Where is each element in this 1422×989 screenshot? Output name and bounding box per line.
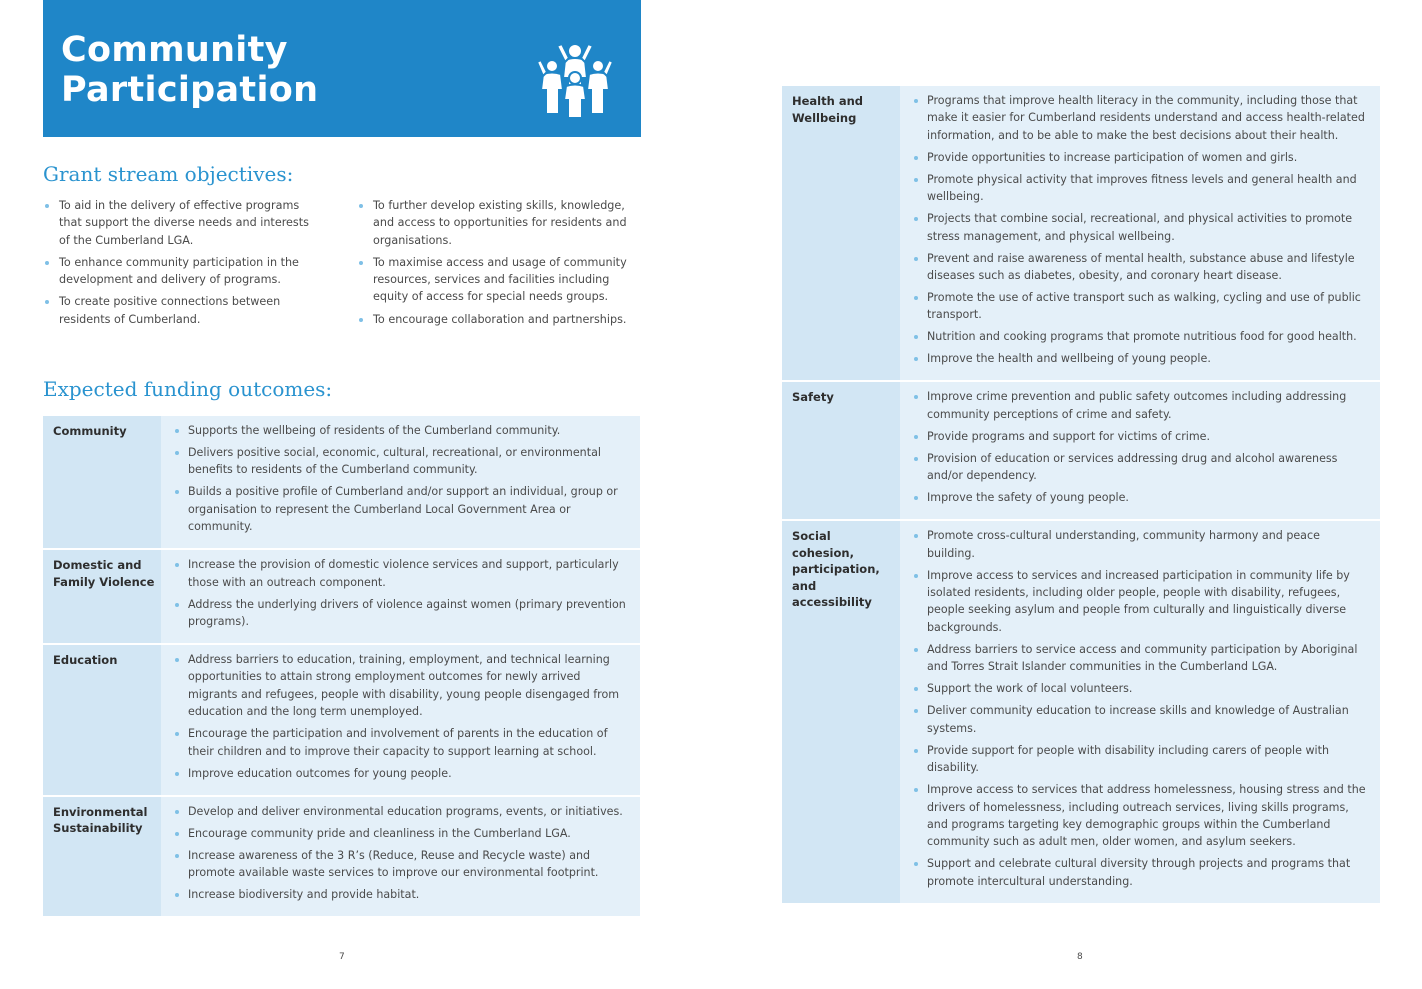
outcome-item: Deliver community education to increase skills and knowledge of Australian systems.: [912, 702, 1370, 737]
outcome-items: [161, 549, 640, 644]
outcome-category: Social cohesion, participation, and accessibility: [782, 520, 900, 902]
outcome-row-domestic-family-violence: [43, 549, 640, 644]
outcome-item: Increase the provision of domestic violence services and support, particularly those with an outreach component.: [173, 556, 630, 591]
outcome-item: Encourage the participation and involvement of parents in the education of their children and to improve their capacity to support learning at school.: [173, 725, 630, 760]
outcome-item: Provide opportunities to increase participation of women and girls.: [912, 149, 1370, 166]
outcome-item: Develop and deliver environmental education programs, events, or initiatives.: [173, 803, 630, 820]
objective-item: To maximise access and usage of community resources, services and facilities including equity of access for special needs groups.: [357, 254, 647, 306]
outcome-row-community: [43, 416, 640, 549]
outcome-item: Supports the wellbeing of residents of the Cumberland community.: [173, 422, 630, 439]
outcome-item: Prevent and raise awareness of mental health, substance abuse and lifestyle diseases such as diabetes, obesity, and coronary heart disease.: [912, 250, 1370, 285]
outcome-items: [161, 796, 640, 916]
page-right: [711, 0, 1422, 989]
outcome-item: Improve access to services that address homelessness, housing stress and the drivers of homelessness, including outreach services, living skills programs, and programs targeting key demographic groups within the Cumberland community such as adult men, older women, and asylum seekers.: [912, 781, 1370, 851]
page-title-line-2: Participation: [61, 70, 319, 110]
page-title: [61, 30, 318, 110]
outcome-item: Builds a positive profile of Cumberland and/or support an individual, group or organisation to represent the Cumberland Local Government Area or community.: [173, 483, 630, 535]
outcome-item: Address barriers to education, training, employment, and technical learning opportunities to attain strong employment outcomes for newly arrived migrants and refugees, people with disability, young people disengaged from education and the long term unemployed.: [173, 651, 630, 721]
people-group-icon: [535, 38, 615, 118]
outcome-item: Nutrition and cooking programs that promote nutritious food for good health.: [912, 328, 1370, 345]
outcomes-table-left: [43, 416, 640, 916]
outcome-item: Provide support for people with disability including carers of people with disability.: [912, 742, 1370, 777]
outcome-item: Encourage community pride and cleanliness in the Cumberland LGA.: [173, 825, 630, 842]
outcome-item: Provision of education or services addressing drug and alcohol awareness and/or dependency.: [912, 450, 1370, 485]
outcomes-heading: Expected funding outcomes:: [43, 377, 333, 401]
outcome-category: Education: [43, 644, 161, 796]
objective-item: To encourage collaboration and partnerships.: [357, 311, 647, 328]
outcome-item: Promote the use of active transport such as walking, cycling and use of public transport.: [912, 289, 1370, 324]
outcome-item: Improve access to services and increased participation in community life by isolated residents, including older people, people with disability, refugees, people seeking asylum and people from culturally and linguistically diverse backgrounds.: [912, 567, 1370, 637]
page-number-right: 8: [1077, 952, 1083, 962]
outcome-items: [161, 416, 640, 549]
objectives-heading: Grant stream objectives:: [43, 162, 294, 186]
outcome-item: Increase biodiversity and provide habitat.: [173, 886, 630, 903]
outcome-item: Programs that improve health literacy in the community, including those that make it easier for Cumberland residents understand and access health-related information, and to be able to make the best decisions about their health.: [912, 92, 1370, 144]
outcome-row-social-cohesion: [782, 520, 1380, 902]
outcome-item: Improve the safety of young people.: [912, 489, 1370, 506]
outcome-item: Improve the health and wellbeing of young people.: [912, 350, 1370, 367]
outcome-item: Increase awareness of the 3 R’s (Reduce, Reuse and Recycle waste) and promote available waste services to improve our environmental footprint.: [173, 847, 630, 882]
outcome-category: Community: [43, 416, 161, 549]
outcome-row-education: [43, 644, 640, 796]
outcome-item: Address the underlying drivers of violence against women (primary prevention programs).: [173, 596, 630, 631]
outcome-item: Projects that combine social, recreational, and physical activities to promote stress management, and physical wellbeing.: [912, 210, 1370, 245]
outcomes-table-right: [782, 86, 1380, 903]
outcome-row-safety: [782, 381, 1380, 520]
outcome-item: Improve education outcomes for young people.: [173, 765, 630, 782]
objectives-column-2: [357, 197, 647, 333]
outcome-items: [900, 86, 1380, 381]
outcome-category: Health and Wellbeing: [782, 86, 900, 381]
outcome-category: Environmental Sustainability: [43, 796, 161, 916]
outcome-category: Safety: [782, 381, 900, 520]
outcome-item: Support and celebrate cultural diversity through projects and programs that promote intercultural understanding.: [912, 855, 1370, 890]
outcome-item: Provide programs and support for victims of crime.: [912, 428, 1370, 445]
objective-item: To create positive connections between residents of Cumberland.: [43, 293, 323, 328]
outcome-items: [900, 381, 1380, 520]
outcome-item: Promote cross-cultural understanding, community harmony and peace building.: [912, 527, 1370, 562]
outcome-items: [900, 520, 1380, 902]
title-banner: [43, 0, 641, 137]
outcome-row-environmental-sustainability: [43, 796, 640, 916]
outcome-item: Address barriers to service access and community participation by Aboriginal and Torres Strait Islander communities in the Cumberland LGA.: [912, 641, 1370, 676]
objective-item: To further develop existing skills, knowledge, and access to opportunities for residents and organisations.: [357, 197, 647, 249]
outcome-item: Promote physical activity that improves fitness levels and general health and wellbeing.: [912, 171, 1370, 206]
objective-item: To aid in the delivery of effective programs that support the diverse needs and interests of the Cumberland LGA.: [43, 197, 323, 249]
page-number-left: 7: [339, 952, 345, 962]
outcome-row-health-wellbeing: [782, 86, 1380, 381]
outcome-item: Improve crime prevention and public safety outcomes including addressing community perceptions of crime and safety.: [912, 388, 1370, 423]
outcome-category: Domestic and Family Violence: [43, 549, 161, 644]
outcome-item: Delivers positive social, economic, cultural, recreational, or environmental benefits to residents of the Cumberland community.: [173, 444, 630, 479]
outcome-item: Support the work of local volunteers.: [912, 680, 1370, 697]
outcome-items: [161, 644, 640, 796]
objectives-column-1: [43, 197, 323, 333]
page-title-line-1: Community: [61, 30, 288, 70]
objective-item: To enhance community participation in the development and delivery of programs.: [43, 254, 323, 289]
